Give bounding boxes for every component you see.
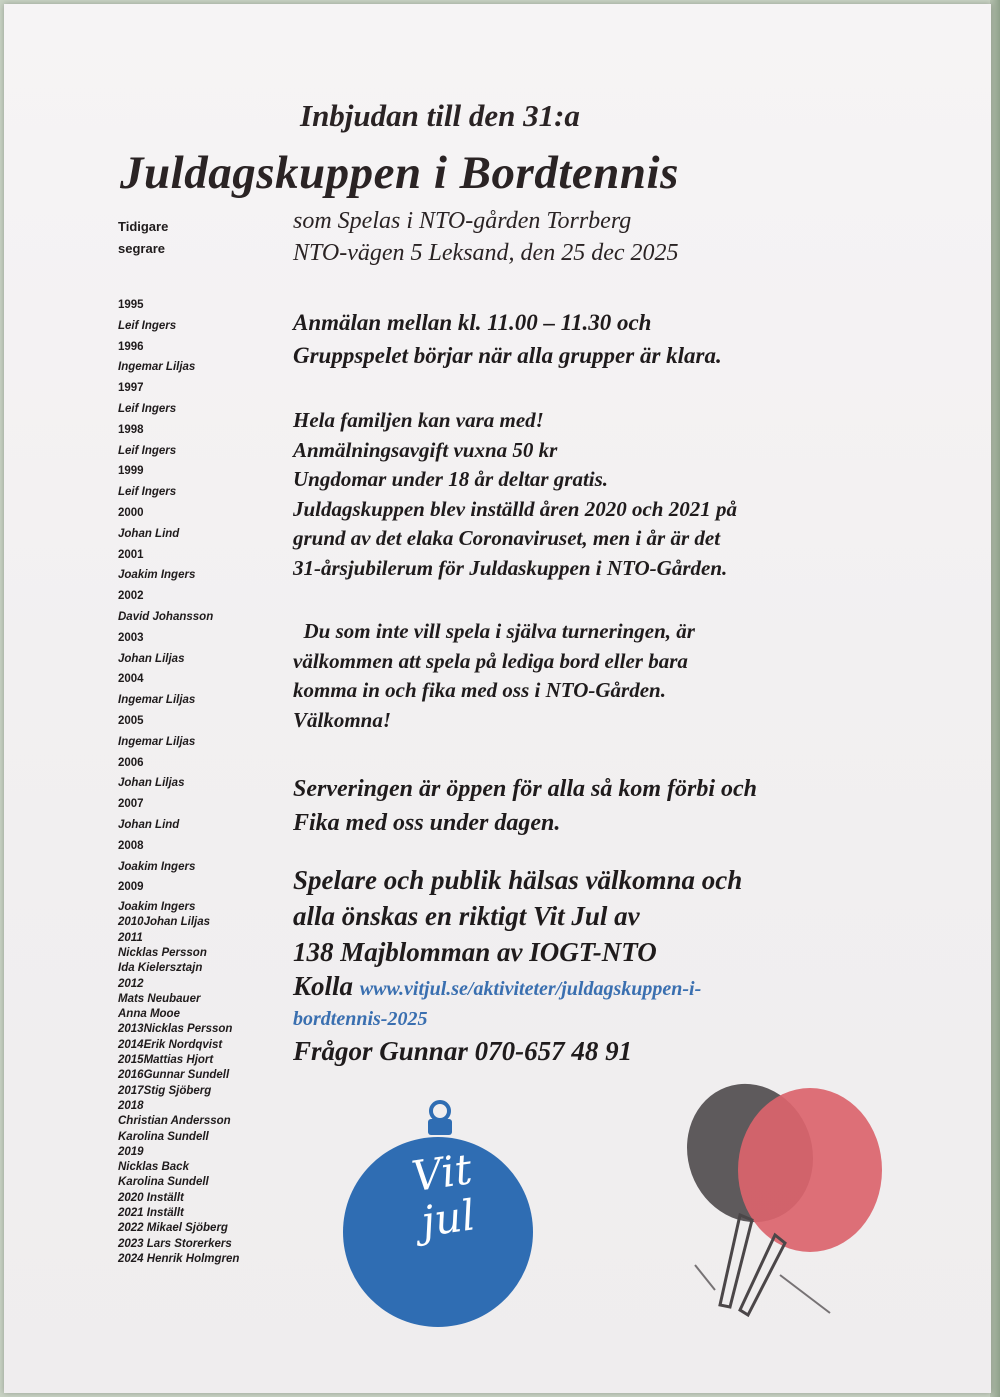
winner-entry: 2018: [118, 1099, 144, 1112]
visitors-line: komma in och fika med oss i NTO-Gården.: [293, 678, 666, 702]
winner-entry: 1996: [118, 340, 144, 353]
winner-entry: 2015Mattias Hjort: [118, 1054, 214, 1067]
logo-text-line2: jul: [418, 1190, 479, 1247]
table-tennis-paddles-icon: [680, 1075, 890, 1325]
sidebar-heading-line1: Tidigare: [118, 219, 169, 234]
winners-list-compact: [118, 900, 298, 1267]
winner-entry: Nicklas Persson: [118, 947, 207, 959]
winner-entry: 2019: [118, 1145, 144, 1158]
winner-entry: 2010Johan Liljas: [118, 916, 211, 929]
logo-text-line1: Vit: [408, 1144, 475, 1202]
winner-entry: 2007: [118, 798, 144, 811]
info-line: grund av det elaka Coronaviruset, men i år är det: [293, 526, 721, 550]
winner-entry: 2011: [118, 931, 143, 944]
venue-block: [293, 205, 679, 269]
winner-entry: Johan Lind: [118, 818, 180, 831]
visitors-line: välkommen att spela på lediga bord eller bara: [293, 648, 688, 673]
winner-entry: Joakim Ingers: [118, 860, 196, 873]
winner-entry: Joakim Ingers: [118, 901, 196, 914]
winner-entry: Johan Liljas: [118, 777, 185, 790]
winner-entry: David Johansson: [118, 610, 214, 623]
winner-entry: 2005: [118, 714, 144, 727]
closing-block: [293, 862, 742, 1069]
winner-entry: Ingemar Liljas: [118, 361, 196, 374]
winner-entry: Ida Kielersztajn: [118, 962, 203, 975]
vit-jul-logo-text: [389, 1143, 501, 1248]
registration-line2: Gruppspelet börjar när alla grupper är klara.: [293, 343, 722, 368]
registration-line1: Anmälan mellan kl. 11.00 – 11.30 och: [293, 310, 652, 335]
closing-line1: Spelare och publik hälsas välkomna och: [293, 865, 743, 895]
winner-entry: 2021 Inställt: [118, 1207, 184, 1220]
event-link[interactable]: www.vitjul.se/aktiviteter/juldagskuppen-i-: [359, 978, 702, 1000]
winner-entry: Karolina Sundell: [118, 1176, 209, 1189]
cafe-line1: Serveringen är öppen för alla så kom förbi och: [293, 776, 758, 802]
winner-entry: 2001: [118, 548, 144, 561]
registration-block: [293, 306, 722, 372]
winner-entry: 2009: [118, 881, 144, 894]
winner-entry: Ingemar Liljas: [118, 694, 196, 707]
winner-entry: 1999: [118, 465, 144, 478]
sidebar-heading-line2: segrare: [118, 241, 165, 256]
winner-entry: Joakim Ingers: [118, 569, 196, 582]
winner-entry: Mats Neubauer: [118, 992, 201, 1005]
winner-entry: 2012: [118, 977, 144, 990]
kolla-line: [293, 970, 742, 1005]
winner-entry: 2016Gunnar Sundell: [118, 1069, 230, 1082]
winner-entry: 1995: [118, 299, 144, 311]
winner-entry: 2013Nicklas Persson: [118, 1023, 233, 1036]
venue-line1: som Spelas i NTO-gården Torrberg: [293, 208, 632, 234]
info-line: Ungdomar under 18 år deltar gratis.: [293, 467, 609, 491]
winner-entry: 2000: [118, 506, 144, 519]
winners-list-spaced: [118, 295, 298, 898]
winner-entry: 2022 Mikael Sjöberg: [118, 1222, 228, 1235]
winner-entry: 2008: [118, 839, 144, 852]
page-title: Juldagskuppen i Bordtennis: [120, 147, 679, 199]
winner-entry: Johan Liljas: [118, 652, 185, 665]
info-block: [293, 406, 737, 583]
visitors-block: [293, 617, 695, 735]
winner-entry: Nicklas Back: [118, 1161, 189, 1174]
background-edge: [990, 0, 1000, 1397]
info-line: Hela familjen kan vara med!: [293, 408, 544, 432]
cafe-block: [293, 772, 757, 840]
winner-entry: Leif Ingers: [118, 319, 177, 332]
venue-line2: NTO-vägen 5 Leksand, den 25 dec 2025: [293, 240, 679, 266]
info-line: 31-årsjubilerum för Juldaskuppen i NTO-Gården.: [293, 555, 728, 580]
winner-entry: 2006: [118, 756, 144, 769]
winner-entry: 2002: [118, 590, 144, 603]
winner-entry: 2020 Inställt: [118, 1191, 184, 1204]
winner-entry: 2017Stig Sjöberg: [118, 1084, 212, 1097]
winner-entry: Anna Mooe: [118, 1008, 180, 1021]
info-line: Anmälningsavgift vuxna 50 kr: [293, 437, 558, 462]
winner-entry: Karolina Sundell: [118, 1130, 209, 1143]
winner-entry: 1998: [118, 423, 144, 436]
winner-entry: 2014Erik Nordqvist: [118, 1038, 223, 1051]
contact-line: Frågor Gunnar 070-657 48 91: [293, 1036, 633, 1066]
winner-entry: Christian Andersson: [118, 1115, 231, 1128]
winner-entry: 2004: [118, 673, 144, 686]
invite-heading: Inbjudan till den 31:a: [300, 98, 580, 133]
winner-entry: 2024 Henrik Holmgren: [118, 1252, 240, 1265]
visitors-line: Du som inte vill spela i själva turneringen, är: [293, 619, 695, 643]
winner-entry: Leif Ingers: [118, 402, 177, 415]
closing-line3: 138 Majblomman av IOGT-NTO: [293, 937, 657, 967]
previous-winners-sidebar: [118, 216, 298, 1267]
winner-entry: Leif Ingers: [118, 444, 177, 457]
kolla-label: Kolla: [293, 971, 354, 1001]
winner-entry: 2023 Lars Storerkers: [118, 1237, 232, 1250]
winner-entry: 2003: [118, 631, 144, 644]
event-link-continued[interactable]: bordtennis-2025: [293, 1008, 428, 1030]
winner-entry: Ingemar Liljas: [118, 735, 196, 748]
winner-entry: Leif Ingers: [118, 486, 177, 499]
closing-line2: alla önskas en riktigt Vit Jul av: [293, 901, 640, 931]
info-line: Juldagskuppen blev inställd åren 2020 och 2021 på: [293, 496, 737, 521]
winner-entry: 1997: [118, 382, 144, 395]
visitors-line: Välkomna!: [293, 707, 392, 732]
winner-entry: Johan Lind: [118, 527, 180, 540]
cafe-line2: Fika med oss under dagen.: [293, 810, 561, 836]
